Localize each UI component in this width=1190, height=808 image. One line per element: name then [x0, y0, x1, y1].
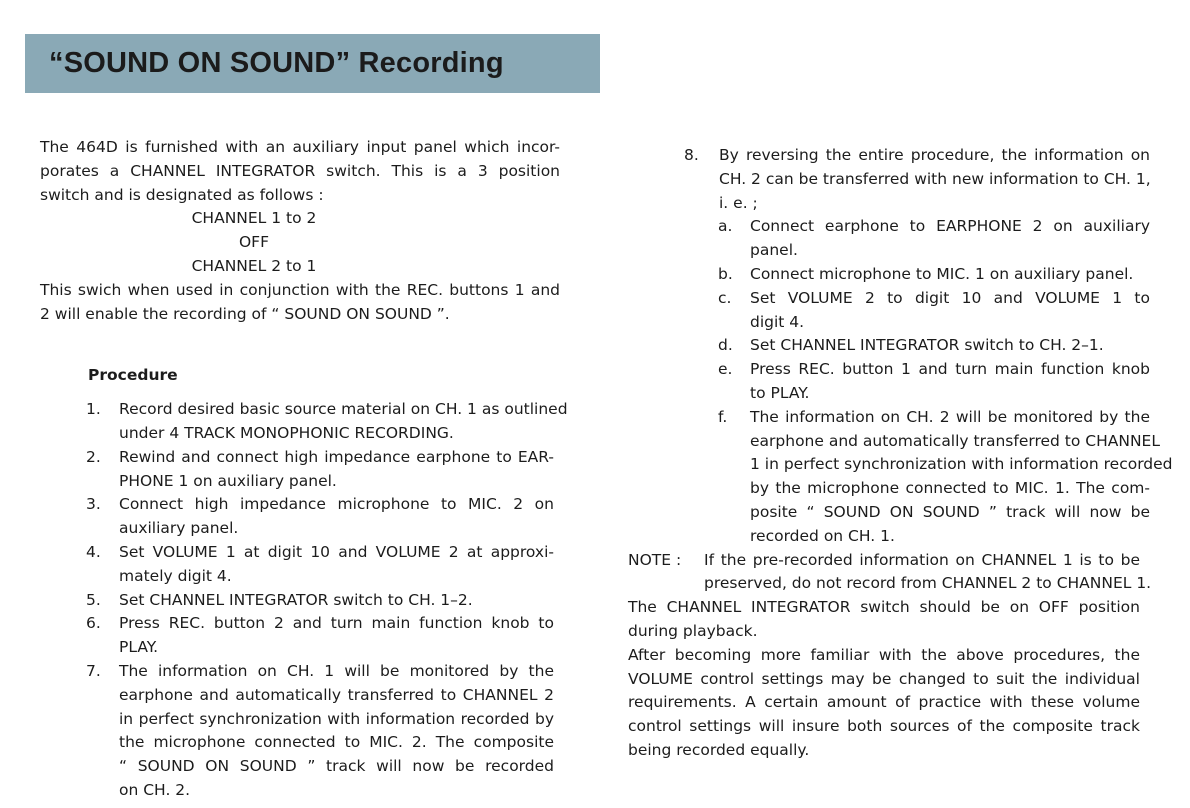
closing-line: during playback. [628, 621, 758, 640]
list-item [86, 660, 554, 803]
step-line: The information on CH. 1 will be monitored by the [119, 661, 554, 680]
step-line: earphone and automatically transferred to CHANNEL 2 [119, 685, 554, 704]
intro-end-paragraph [40, 279, 560, 327]
sub-step-letter: a. [718, 217, 733, 236]
list-item [718, 215, 1150, 263]
procedure-heading: Procedure [88, 366, 178, 385]
step-line: on CH. 2. [119, 780, 191, 799]
closing-paragraph [628, 596, 1140, 763]
step-line: PHONE 1 on auxiliary panel. [119, 471, 337, 490]
sub-step-list [628, 215, 1173, 548]
list-item [718, 263, 1150, 287]
sub-step-line: to PLAY. [750, 383, 810, 402]
sub-step-letter: d. [718, 336, 733, 355]
sub-step-line: Connect microphone to MIC. 1 on auxiliary panel. [750, 264, 1134, 283]
list-item [86, 398, 568, 446]
step-line: i. e. ; [719, 193, 758, 212]
step-line: Rewind and connect high impedance earphone to EAR- [119, 447, 554, 466]
step-line: Connect high impedance microphone to MIC. 2 on [119, 495, 554, 514]
step-number: 6. [86, 614, 101, 633]
step-line: Set CHANNEL INTEGRATOR switch to CH. 1–2. [119, 590, 473, 609]
list-item [86, 446, 554, 494]
step-line: Set VOLUME 1 at digit 10 and VOLUME 2 at approxi- [119, 542, 554, 561]
sub-step-line: Set VOLUME 2 to digit 10 and VOLUME 1 to [750, 288, 1150, 307]
intro-end-line: 2 will enable the recording of “ SOUND ON SOUND ”. [40, 304, 450, 323]
closing-line: control settings will insure both sources of the composite track [628, 717, 1140, 736]
step-line: CH. 2 can be transferred with new information to CH. 1, [719, 169, 1151, 188]
title-banner [25, 34, 600, 93]
step-number: 2. [86, 447, 101, 466]
closing-line: being recorded equally. [628, 740, 810, 759]
sub-step-line: earphone and automatically transferred to CHANNEL [750, 431, 1160, 450]
left-column [40, 136, 568, 803]
list-item [86, 493, 554, 541]
closing-line: The CHANNEL INTEGRATOR switch should be on OFF position [628, 598, 1140, 617]
step-line: mately digit 4. [119, 566, 232, 585]
list-item [718, 334, 1150, 358]
closing-line: VOLUME control settings may be changed to suit the individual [628, 669, 1140, 688]
step-number: 4. [86, 542, 101, 561]
step-line: in perfect synchronization with information recorded by [119, 709, 554, 728]
list-item [718, 287, 1150, 335]
sub-step-line: Connect earphone to EARPHONE 2 on auxiliary [750, 217, 1150, 236]
step-line: Press REC. button 2 and turn main function knob to [119, 614, 554, 633]
step-line: Record desired basic source material on CH. 1 as outlined [119, 400, 568, 419]
intro-line: porates a CHANNEL INTEGRATOR switch. This is a 3 position [40, 161, 560, 180]
list-item [86, 589, 554, 613]
step-line: under 4 TRACK MONOPHONIC RECORDING. [119, 423, 454, 442]
switch-position-list [40, 207, 324, 278]
sub-step-line: digit 4. [750, 312, 805, 331]
sub-step-line: recorded on CH. 1. [750, 526, 895, 545]
sub-step-line: 1 in perfect synchronization with information recorded [750, 455, 1173, 474]
note-line: If the pre-recorded information on CHANNEL 1 is to be [704, 550, 1140, 569]
step-line: PLAY. [119, 638, 158, 657]
sub-step-line: Press REC. button 1 and turn main function knob [750, 360, 1150, 379]
step-number: 7. [86, 661, 101, 680]
note-label: NOTE : [628, 550, 682, 569]
list-item [86, 612, 554, 660]
sub-step-letter: c. [718, 288, 732, 307]
step-line: auxiliary panel. [119, 519, 239, 538]
note-line: preserved, do not record from CHANNEL 2 to CHANNEL 1. [704, 574, 1152, 593]
step-number: 3. [86, 495, 101, 514]
switch-position: OFF [238, 233, 270, 252]
sub-step-line: posite “ SOUND ON SOUND ” track will now be [750, 502, 1150, 521]
sub-step-line: Set CHANNEL INTEGRATOR switch to CH. 2–1. [750, 336, 1104, 355]
intro-line: The 464D is furnished with an auxiliary input panel which incor- [40, 138, 560, 156]
list-item [718, 358, 1150, 406]
switch-position: CHANNEL 2 to 1 [191, 256, 317, 275]
intro-paragraph [40, 136, 560, 207]
sub-step-letter: b. [718, 264, 733, 283]
step-number: 8. [684, 146, 699, 164]
note [628, 549, 1150, 597]
list-item [86, 541, 554, 589]
step-number: 1. [86, 400, 101, 419]
step-line: the microphone connected to MIC. 2. The composite [119, 733, 554, 752]
step-line: “ SOUND ON SOUND ” track will now be recorded [119, 757, 554, 776]
closing-line: requirements. A certain amount of practice with these volume [628, 693, 1140, 712]
right-column [628, 144, 1173, 763]
procedure-list [40, 398, 568, 803]
sub-step-letter: e. [718, 360, 733, 379]
closing-line: After becoming more familiar with the above procedures, the [628, 645, 1140, 664]
list-item [628, 144, 1150, 215]
list-item [718, 406, 1173, 549]
switch-position: CHANNEL 1 to 2 [191, 209, 317, 228]
intro-line: switch and is designated as follows : [40, 185, 324, 204]
intro-end-line: This swich when used in conjunction with the REC. buttons 1 and [40, 280, 560, 299]
sub-step-line: The information on CH. 2 will be monitored by the [750, 407, 1150, 426]
step-number: 5. [86, 590, 101, 609]
sub-step-letter: f. [718, 407, 728, 426]
page-title: “SOUND ON SOUND” Recording [49, 47, 504, 79]
sub-step-line: by the microphone connected to MIC. 1. The com- [750, 479, 1150, 498]
sub-step-line: panel. [750, 241, 798, 260]
step-line: By reversing the entire procedure, the information on [719, 146, 1150, 164]
